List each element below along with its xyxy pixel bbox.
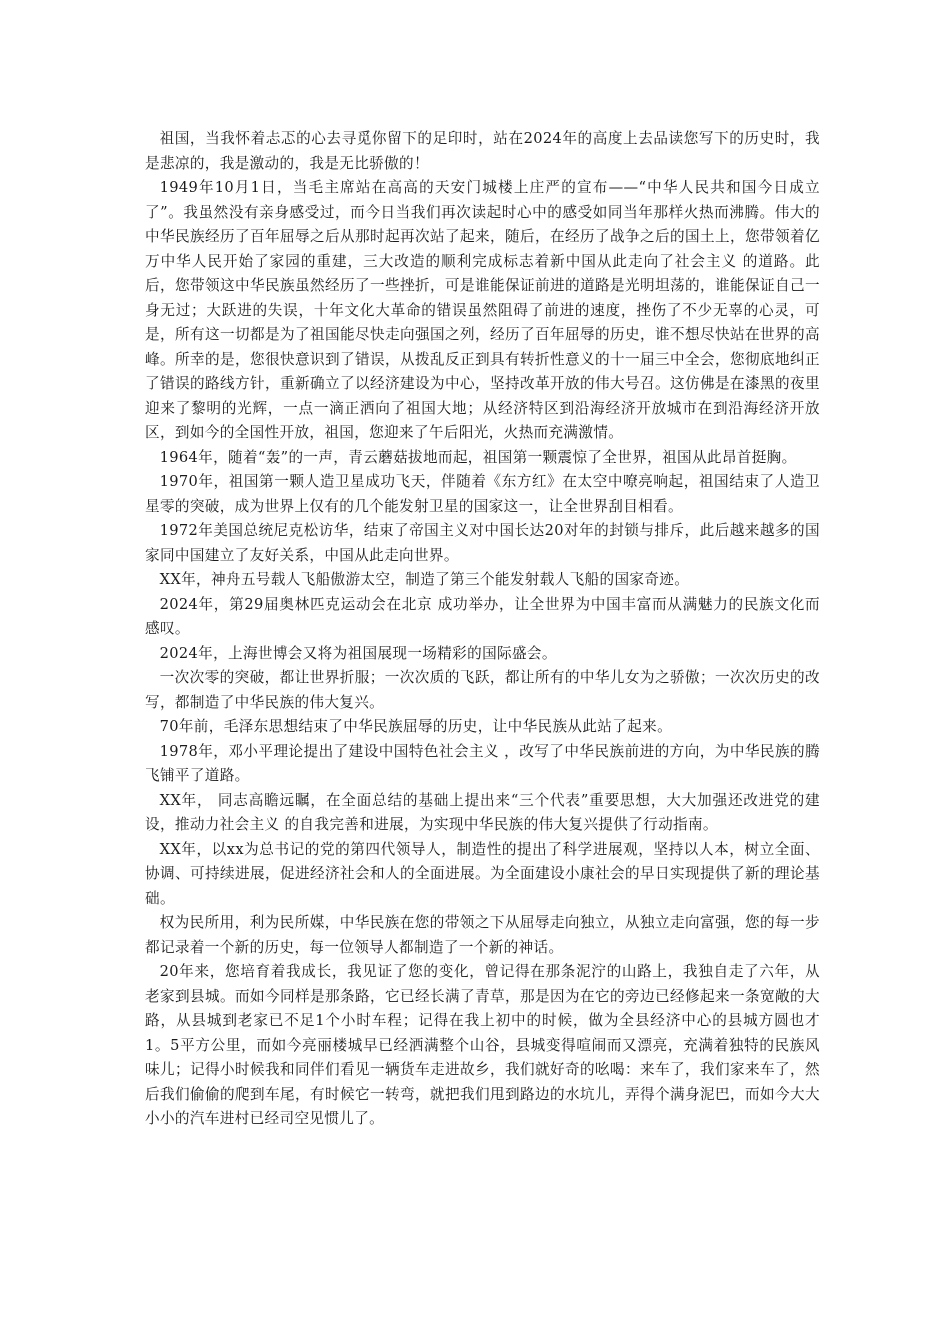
paragraph-12: XX年， 同志高瞻远瞩，在全面总结的基础上提出来“三个代表”重要思想，大大加强还改进党的建设，推动力社会主义 的自我完善和进展，为实现中华民族的伟大复兴提供了行动指南。 — [145, 791, 820, 833]
paragraph-2: 1949年10月1日，当毛主席站在高高的天安门城楼上庄严的宣布——“中华人民共和国今日成立了”。我虽然没有亲身感受过，而今日当我们再次读起时心中的感受如同当年那样火热而沸腾。伟大的中华民族经历了百年屈辱之后从那时起再次站了起来，随后，在经历了战争之后的国土上，您带领着亿万中华人民开始了家园的重建，三大改造的顺利完成标志着新中国从此走向了社会主义 的道路。此后，您带领这中华民族虽然经历了一些挫折，可是谁能保证前进的道路是光明坦荡的，谁能保证自己一身无过；大跃进的失误，十年文化大革命的错误虽然阻碍了前进的速度，挫伤了不少无辜的心灵，可是，所有这一切都是为了祖国能尽快走向强国之列，经历了百年屈辱的历史，谁不想尽快站在世界的高峰。所幸的是，您很快意识到了错误，从拨乱反正到具有转折性意义的十一届三中全会，您彻底地纠正了错误的路线方针，重新确立了以经济建设为中心，坚持改革开放的伟大号召。这仿佛是在漆黑的夜里迎来了黎明的光辉，一点一滴正洒向了祖国大地；从经济特区到沿海经济开放城市在到沿海经济开放区，到如今的全国性开放，祖国，您迎来了午后阳光，火热而充满激情。 — [145, 179, 820, 441]
paragraph-15: 20年来，您培育着我成长，我见证了您的变化，曾记得在那条泥泞的山路上，我独自走了六年，从老家到县城。而如今同样是那条路，它已经长满了青草，那是因为在它的旁边已经修起来一条宽敞的大路，从县城到老家已不足1个小时车程；记得在我上初中的时候，做为全县经济中心的县城方圆也才1。5平方公里，而如今亮丽楼城早已经洒满整个山谷，县城变得喧闹而又漂亮，充满着独特的民族风味儿；记得小时候我和同伴们看见一辆货车走进故乡，我们就好奇的吆喝：来车了，我们家来车了，然后我们偷偷的爬到车尾，有时候它一转弯，就把我们甩到路边的水坑儿，弄得个满身泥巴，而如今大大小小的汽车进村已经司空见惯儿了。 — [145, 963, 820, 1127]
paragraph-5: 1972年美国总统尼克松访华，结束了帝国主义对中国长达20对年的封锁与排斥，此后越来越多的国家同中国建立了友好关系，中国从此走向世界。 — [145, 522, 820, 564]
paragraph-1: 祖国，当我怀着忐忑的心去寻觅你留下的足印时，站在2024年的高度上去品读您写下的历史时，我是悲凉的，我是激动的，我是无比骄傲的！ — [145, 130, 820, 172]
paragraph-11: 1978年，邓小平理论提出了建设中国特色社会主义 ，改写了中华民族前进的方向，为中华民族的腾飞铺平了道路。 — [145, 742, 820, 784]
paragraph-6: XX年，神舟五号载人飞船傲游太空，制造了第三个能发射载人飞船的国家奇迹。 — [159, 571, 690, 588]
paragraph-10: 70年前，毛泽东思想结束了中华民族屈辱的历史，让中华民族从此站了起来。 — [159, 718, 673, 735]
paragraph-13: XX年，以xx为总书记的党的第四代领导人，制造性的提出了科学进展观，坚持以人本，树立全面、协调、可持续进展，促进经济社会和人的全面进展。为全面建设小康社会的早日实现提供了新的理论基础。 — [145, 840, 820, 907]
paragraph-3: 1964年，随着“轰”的一声，青云蘑菇拔地而起，祖国第一颗震惊了全世界，祖国从此昂首挺胸。 — [159, 448, 797, 466]
paragraph-14: 权为民所用，利为民所媒，中华民族在您的带领之下从屈辱走向独立，从独立走向富强，您的每一步都记录着一个新的历史，每一位领导人都制造了一个新的神话。 — [145, 914, 820, 956]
paragraph-4: 1970年，祖国第一颗人造卫星成功飞天，伴随着《东方红》在太空中嘹亮响起，祖国结束了人造卫星零的突破，成为世界上仅有的几个能发射卫星的国家这一，让全世界刮目相看。 — [145, 473, 820, 515]
paragraph-9: 一次次零的突破，都让世界折服；一次次质的飞跃，都让所有的中华儿女为之骄傲；一次次历史的改写，都制造了中华民族的伟大复兴。 — [145, 669, 820, 711]
paragraph-7: 2024年，第29届奥林匹克运动会在北京 成功举办，让全世界为中国丰富而从满魅力的民族文化而感叹。 — [145, 595, 820, 637]
article-body — [145, 127, 820, 1132]
paragraph-8: 2024年，上海世博会又将为祖国展现一场精彩的国际盛会。 — [159, 644, 557, 662]
